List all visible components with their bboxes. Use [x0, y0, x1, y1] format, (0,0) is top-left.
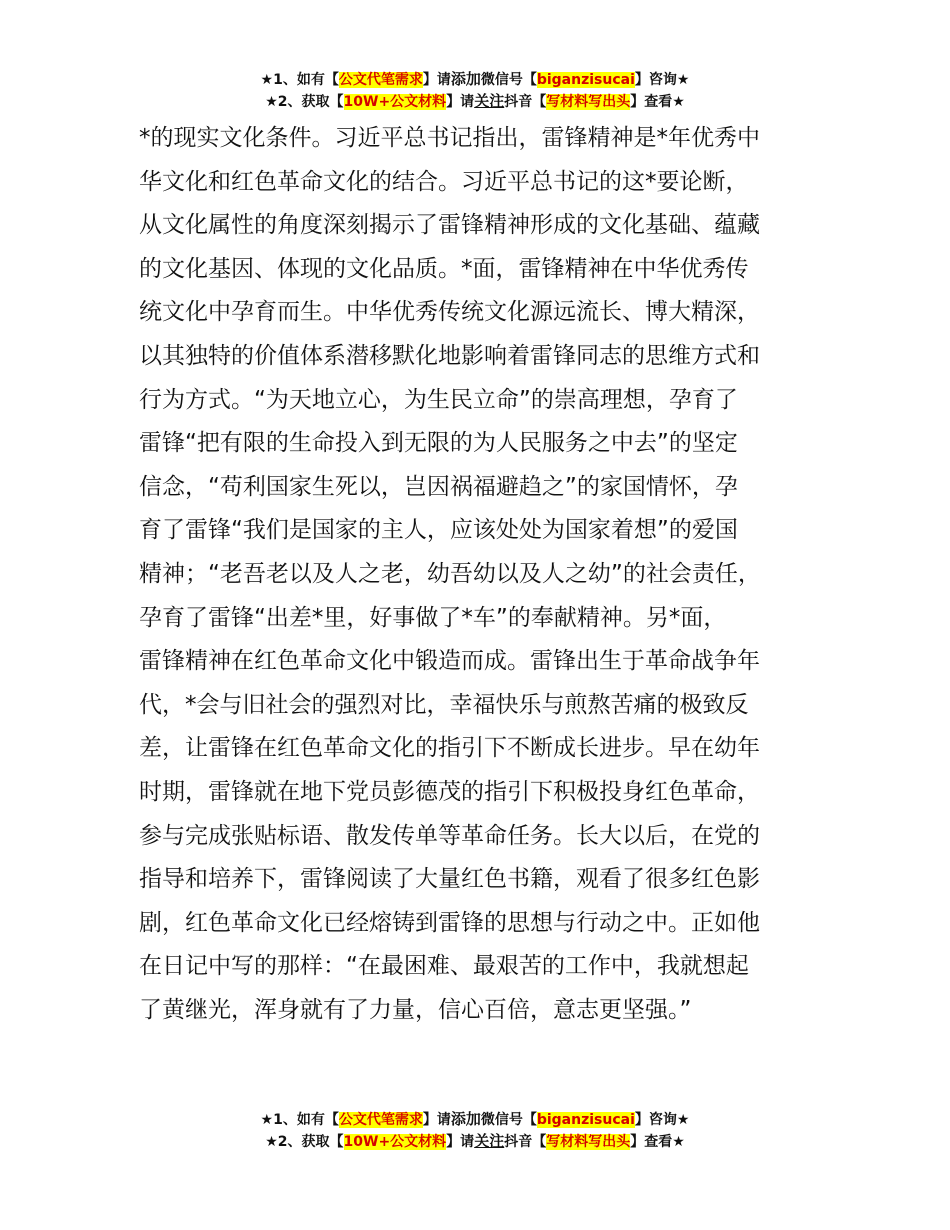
text-line: 精神；“老吾老以及人之老，幼吾幼以及人之幼”的社会责任，	[139, 560, 761, 587]
highlight-service: 公文代笔需求	[338, 72, 423, 88]
text-line: 信念，“苟利国家生死以，岂因祸福避趋之”的家国情怀，孕	[139, 473, 738, 500]
highlight-wechat-id: biganzisucai	[536, 72, 635, 88]
text-line: 在日记中写的那样：“在最困难、最艰苦的工作中，我就想起	[139, 953, 749, 980]
banner-text: 】请	[422, 1112, 451, 1128]
banner-emphasis: 关注	[474, 92, 505, 110]
banner-emphasis: 添加	[450, 70, 481, 88]
header-banner	[0, 68, 950, 112]
text-line: 以其独特的价值体系潜移默化地影响着雷锋同志的思维方式和	[139, 342, 760, 369]
banner-emphasis: 添加	[450, 1110, 481, 1128]
text-line: *的现实文化条件。习近平总书记指出，雷锋精神是*年优秀中	[139, 125, 760, 151]
text-line: 的文化基因、体现的文化品质。*面，雷锋精神在中华优秀传	[139, 255, 749, 282]
highlight-douyin: 写材料写出头	[546, 94, 631, 110]
highlight-douyin: 写材料写出头	[546, 1134, 631, 1150]
banner-line-1	[0, 1108, 950, 1130]
banner-text: 】查看★	[630, 94, 685, 110]
banner-text: 抖音【	[504, 94, 547, 110]
text-line: 指导和培养下，雷锋阅读了大量红色书籍，观看了很多红色影	[139, 866, 760, 893]
text-line: 孕育了雷锋“出差*里，好事做了*车”的奉献精神。另*面，	[139, 604, 727, 631]
highlight-materials: 10W+公文材料	[343, 94, 447, 110]
banner-text: 抖音【	[504, 1134, 547, 1150]
banner-emphasis: 关注	[474, 1132, 505, 1150]
banner-text: ★2、获取【	[265, 94, 344, 110]
highlight-materials: 10W+公文材料	[343, 1134, 447, 1150]
text-line: 参与完成张贴标语、散发传单等革命任务。长大以后，在党的	[139, 822, 760, 849]
banner-line-1	[0, 68, 950, 90]
text-line: 从文化属性的角度深刻揭示了雷锋精神形成的文化基础、蕴藏	[139, 212, 760, 239]
text-line: 差，让雷锋在红色革命文化的指引下不断成长进步。早在幼年	[139, 735, 760, 762]
text-line: 时期，雷锋就在地下党员彭德茂的指引下积极投身红色革命，	[139, 778, 760, 805]
text-line: 行为方式。“为天地立心，为生民立命”的崇高理想，孕育了	[139, 386, 738, 413]
text-line: 华文化和红色革命文化的结合。习近平总书记的这*要论断，	[139, 168, 749, 195]
banner-text: 】查看★	[630, 1134, 685, 1150]
text-line: 剧，红色革命文化已经熔铸到雷锋的思想与行动之中。正如他	[139, 909, 760, 936]
banner-text: ★1、如有【	[260, 1112, 339, 1128]
banner-text: 】咨询★	[634, 72, 690, 88]
text-line: 雷锋精神在红色革命文化中锻造而成。雷锋出生于革命战争年	[139, 648, 760, 675]
banner-text: 微信号【	[480, 72, 537, 88]
banner-line-2	[0, 1130, 950, 1152]
banner-line-2	[0, 90, 950, 112]
body-paragraph	[139, 117, 839, 1032]
text-line: 育了雷锋“我们是国家的主人，应该处处为国家着想”的爱国	[139, 517, 738, 544]
text-line: 代，*会与旧社会的强烈对比，幸福快乐与煎熬苦痛的极致反	[139, 691, 749, 718]
banner-text: 】请	[446, 1134, 475, 1150]
text-line: 雷锋“把有限的生命投入到无限的为人民服务之中去”的坚定	[139, 430, 738, 457]
banner-text: ★1、如有【	[260, 72, 339, 88]
banner-text: 】请	[422, 72, 451, 88]
text-line: 了黄继光，浑身就有了力量，信心百倍，意志更坚强。”	[139, 996, 692, 1023]
banner-text: 微信号【	[480, 1112, 537, 1128]
highlight-service: 公文代笔需求	[338, 1112, 423, 1128]
banner-text: 】请	[446, 94, 475, 110]
highlight-wechat-id: biganzisucai	[536, 1112, 635, 1128]
footer-banner	[0, 1108, 950, 1152]
banner-text: 】咨询★	[634, 1112, 690, 1128]
banner-text: ★2、获取【	[265, 1134, 344, 1150]
text-line: 统文化中孕育而生。中华优秀传统文化源远流长、博大精深，	[139, 299, 760, 326]
